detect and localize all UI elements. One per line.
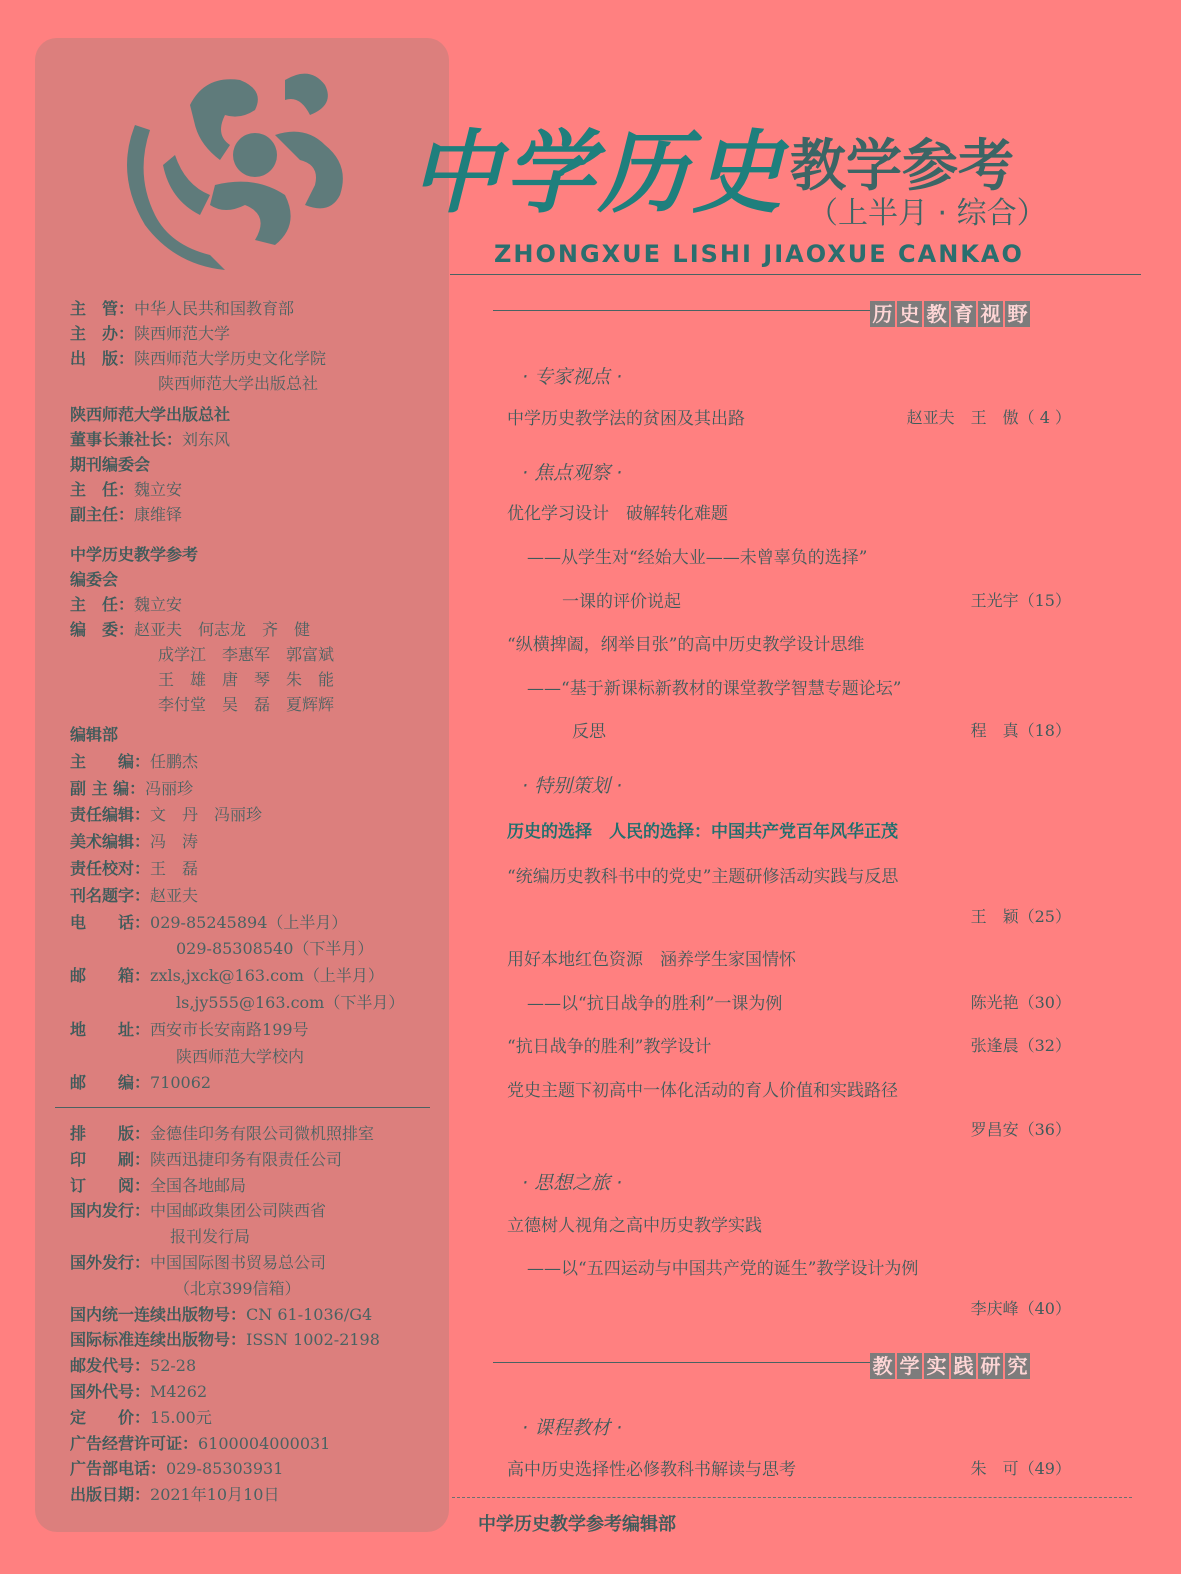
foreign-2: （北京399信箱）	[174, 1278, 301, 1298]
section-2-char: 实	[924, 1353, 949, 1379]
section-1-char: 史	[897, 301, 922, 327]
host-label: 主 办：	[70, 324, 135, 343]
section-1-header	[870, 301, 1030, 327]
email-1: zxls,jxck@163.com（上半月）	[150, 966, 384, 986]
ad-phone-value: 029-85303931	[166, 1459, 284, 1479]
editor-value: 文 丹 冯丽珍	[150, 805, 263, 825]
section-2-char: 践	[951, 1353, 976, 1379]
special-topic-title[interactable]: 历史的选择 人民的选择：中国共产党百年风华正茂	[507, 822, 898, 842]
publisher-block	[70, 296, 326, 396]
ad-license-label: 广告经营许可证：	[70, 1433, 199, 1453]
address-2: 陕西师范大学校内	[176, 1046, 305, 1066]
subscribe-label: 订 阅：	[70, 1175, 151, 1195]
host-value: 陕西师范大学	[134, 324, 231, 343]
foreign-label: 国外发行：	[70, 1252, 151, 1272]
domestic-1: 中国邮政集团公司陕西省	[150, 1201, 327, 1221]
email-label: 邮 箱：	[70, 966, 151, 986]
chief-value: 任鹏杰	[150, 751, 199, 771]
section-1-char: 视	[978, 301, 1003, 327]
section-2-char: 学	[897, 1353, 922, 1379]
issn-label: 国际标准连续出版物号：	[70, 1330, 247, 1350]
toc-article-3-subtitle: ——“基于新课标新教材的课堂教学智慧专题论坛”	[527, 679, 902, 699]
editorial-dept-title: 编辑部	[70, 725, 119, 744]
print-label: 印 刷：	[70, 1149, 151, 1169]
toc-article-1[interactable]: 中学历史教学法的贫困及其出路	[507, 409, 745, 429]
proof-label: 责任校对：	[70, 858, 151, 878]
category-focus: · 焦点观察 ·	[522, 462, 623, 484]
section-1-char: 教	[924, 301, 949, 327]
email-2: ls,jy555@163.com（下半月）	[176, 992, 405, 1012]
foreign-code-value: M4262	[150, 1381, 208, 1401]
section-2-char: 教	[870, 1353, 895, 1379]
price-value: 15.00元	[150, 1407, 212, 1427]
tiger-emblem-icon	[115, 65, 365, 275]
issn-value: ISSN 1002-2198	[246, 1330, 380, 1350]
masthead-edition: （上半月 · 综合）	[808, 196, 1047, 231]
postal-value: 52-28	[150, 1356, 197, 1376]
vice-director-label: 副主任：	[70, 505, 135, 524]
footer-text: 中学历史教学参考编辑部	[478, 1514, 676, 1535]
deputy-value: 冯丽珍	[145, 778, 194, 798]
section-1-char: 育	[951, 301, 976, 327]
cn-label: 国内统一连续出版物号：	[70, 1304, 247, 1324]
chief-label: 主 编：	[70, 751, 151, 771]
title-writer-label: 刊名题字：	[70, 885, 151, 905]
members-row-2: 成学江 李惠军 郭富斌	[158, 645, 335, 664]
press-block	[70, 402, 230, 527]
toc-article-7[interactable]: 党史主题下初高中一体化活动的育人价值和实践路径	[507, 1081, 898, 1101]
footer-rule	[452, 1497, 1132, 1498]
masthead-english-title: ZHONGXUE LISHI JIAOXUE CANKAO	[494, 240, 1024, 268]
editorial-block	[70, 722, 404, 1097]
toc-article-3[interactable]: “纵横捭阖，纲举目张”的高中历史教学设计思维	[507, 635, 865, 655]
toc-author-6: 张逢晨（32）	[970, 1036, 1071, 1055]
section-1-char: 历	[870, 301, 895, 327]
date-label: 出版日期：	[70, 1485, 151, 1505]
journal-board-block	[70, 542, 334, 717]
toc-author-2: 王光宇（15）	[970, 591, 1071, 610]
members-row-1: 赵亚夫 何志龙 齐 健	[134, 620, 311, 639]
members-row-3: 王 雄 唐 琴 朱 能	[158, 670, 335, 689]
phone-label: 电 话：	[70, 912, 151, 932]
vice-director-value: 康维铎	[134, 505, 183, 524]
toc-article-2[interactable]: 优化学习设计 破解转化难题	[507, 504, 728, 524]
distribution-block	[70, 1121, 380, 1508]
committee-title: 期刊编委会	[70, 455, 151, 474]
foreign-code-label: 国外代号：	[70, 1381, 151, 1401]
toc-article-3-subtitle-cont: 反思	[572, 722, 606, 742]
date-value: 2021年10月10日	[150, 1485, 280, 1505]
masthead-subtitle: 教学参考	[790, 134, 1014, 199]
art-label: 美术编辑：	[70, 832, 151, 852]
toc-article-2-subtitle-cont: 一课的评价说起	[562, 592, 681, 612]
art-value: 冯 涛	[150, 832, 199, 852]
foreign-1: 中国国际图书贸易总公司	[150, 1252, 327, 1272]
toc-article-8-subtitle: ——以“五四运动与中国共产党的诞生”教学设计为例	[527, 1259, 919, 1279]
toc-author-8: 李庆峰（40）	[970, 1299, 1071, 1318]
board-director-value: 魏立安	[134, 595, 183, 614]
section-2-header	[870, 1353, 1030, 1379]
category-special: · 特别策划 ·	[522, 775, 623, 797]
toc-author-1: 赵亚夫 王 傲（ 4 ）	[906, 408, 1071, 427]
journal-name: 中学历史教学参考	[70, 545, 199, 564]
masthead-title: 中学历史	[410, 120, 786, 226]
toc-article-9[interactable]: 高中历史选择性必修教科书解读与思考	[507, 1460, 796, 1480]
title-writer-value: 赵亚夫	[150, 885, 199, 905]
section-2-char: 研	[978, 1353, 1003, 1379]
postcode-label: 邮 编：	[70, 1073, 151, 1093]
section-2-char: 究	[1005, 1353, 1030, 1379]
editor-label: 责任编辑：	[70, 805, 151, 825]
toc-author-4: 王 颖（25）	[970, 907, 1071, 926]
toc-author-9: 朱 可（49）	[970, 1459, 1071, 1478]
press-name: 陕西师范大学出版总社	[70, 405, 231, 424]
domestic-label: 国内发行：	[70, 1201, 151, 1221]
price-label: 定 价：	[70, 1407, 151, 1427]
postal-label: 邮发代号：	[70, 1356, 151, 1376]
section-2-rule	[493, 1362, 873, 1363]
proof-value: 王 磊	[150, 858, 199, 878]
left-divider	[55, 1107, 430, 1108]
address-label: 地 址：	[70, 1019, 151, 1039]
section-1-rule	[493, 310, 873, 311]
deputy-label: 副 主 编：	[70, 778, 146, 798]
toc-article-8[interactable]: 立德树人视角之高中历史教学实践	[507, 1216, 762, 1236]
ad-license-value: 6100004000031	[198, 1433, 331, 1453]
sponsor-label: 主 管：	[70, 299, 135, 318]
toc-article-6[interactable]: “抗日战争的胜利”教学设计	[507, 1037, 712, 1057]
phone-1: 029-85245894（上半月）	[150, 912, 348, 932]
chairman-label: 董事长兼社长：	[70, 430, 183, 449]
members-label: 编 委：	[70, 620, 135, 639]
members-row-4: 李付堂 吴 磊 夏辉辉	[158, 695, 335, 714]
phone-2: 029-85308540（下半月）	[176, 939, 374, 959]
publisher-value-1: 陕西师范大学历史文化学院	[134, 349, 327, 368]
toc-author-3: 程 真（18）	[970, 721, 1071, 740]
ad-phone-label: 广告部电话：	[70, 1459, 167, 1479]
director-label: 主 任：	[70, 480, 135, 499]
toc-author-5: 陈光艳（30）	[970, 993, 1071, 1012]
toc-article-5[interactable]: 用好本地红色资源 涵养学生家国情怀	[507, 950, 796, 970]
category-curriculum: · 课程教材 ·	[522, 1417, 623, 1439]
sponsor-value: 中华人民共和国教育部	[134, 299, 295, 318]
cn-value: CN 61-1036/G4	[246, 1304, 373, 1324]
board-title: 编委会	[70, 570, 119, 589]
toc-article-2-subtitle: ——从学生对“经始大业——未曾辜负的选择”	[527, 548, 868, 568]
masthead-rule	[450, 274, 1141, 275]
section-1-char: 野	[1005, 301, 1030, 327]
address-1: 西安市长安南路199号	[150, 1019, 309, 1039]
director-value: 魏立安	[134, 480, 183, 499]
domestic-2: 报刊发行局	[170, 1227, 251, 1247]
chairman-value: 刘东风	[182, 430, 231, 449]
toc-author-7: 罗昌安（36）	[970, 1120, 1071, 1139]
category-thought-journey: · 思想之旅 ·	[522, 1172, 623, 1194]
typeset-value: 金德佳印务有限公司微机照排室	[150, 1124, 375, 1143]
print-value: 陕西迅捷印务有限责任公司	[150, 1149, 343, 1169]
category-expert-view: · 专家视点 ·	[522, 366, 623, 388]
publisher-label: 出 版：	[70, 349, 135, 368]
toc-article-4[interactable]: “统编历史教科书中的党史”主题研修活动实践与反思	[507, 867, 899, 887]
publisher-value-2: 陕西师范大学出版总社	[158, 374, 319, 393]
toc-article-5-subtitle: ——以“抗日战争的胜利”一课为例	[527, 994, 783, 1014]
subscribe-value: 全国各地邮局	[150, 1175, 247, 1195]
typeset-label: 排 版：	[70, 1124, 151, 1143]
postcode-value: 710062	[150, 1073, 212, 1093]
board-director-label: 主 任：	[70, 595, 135, 614]
